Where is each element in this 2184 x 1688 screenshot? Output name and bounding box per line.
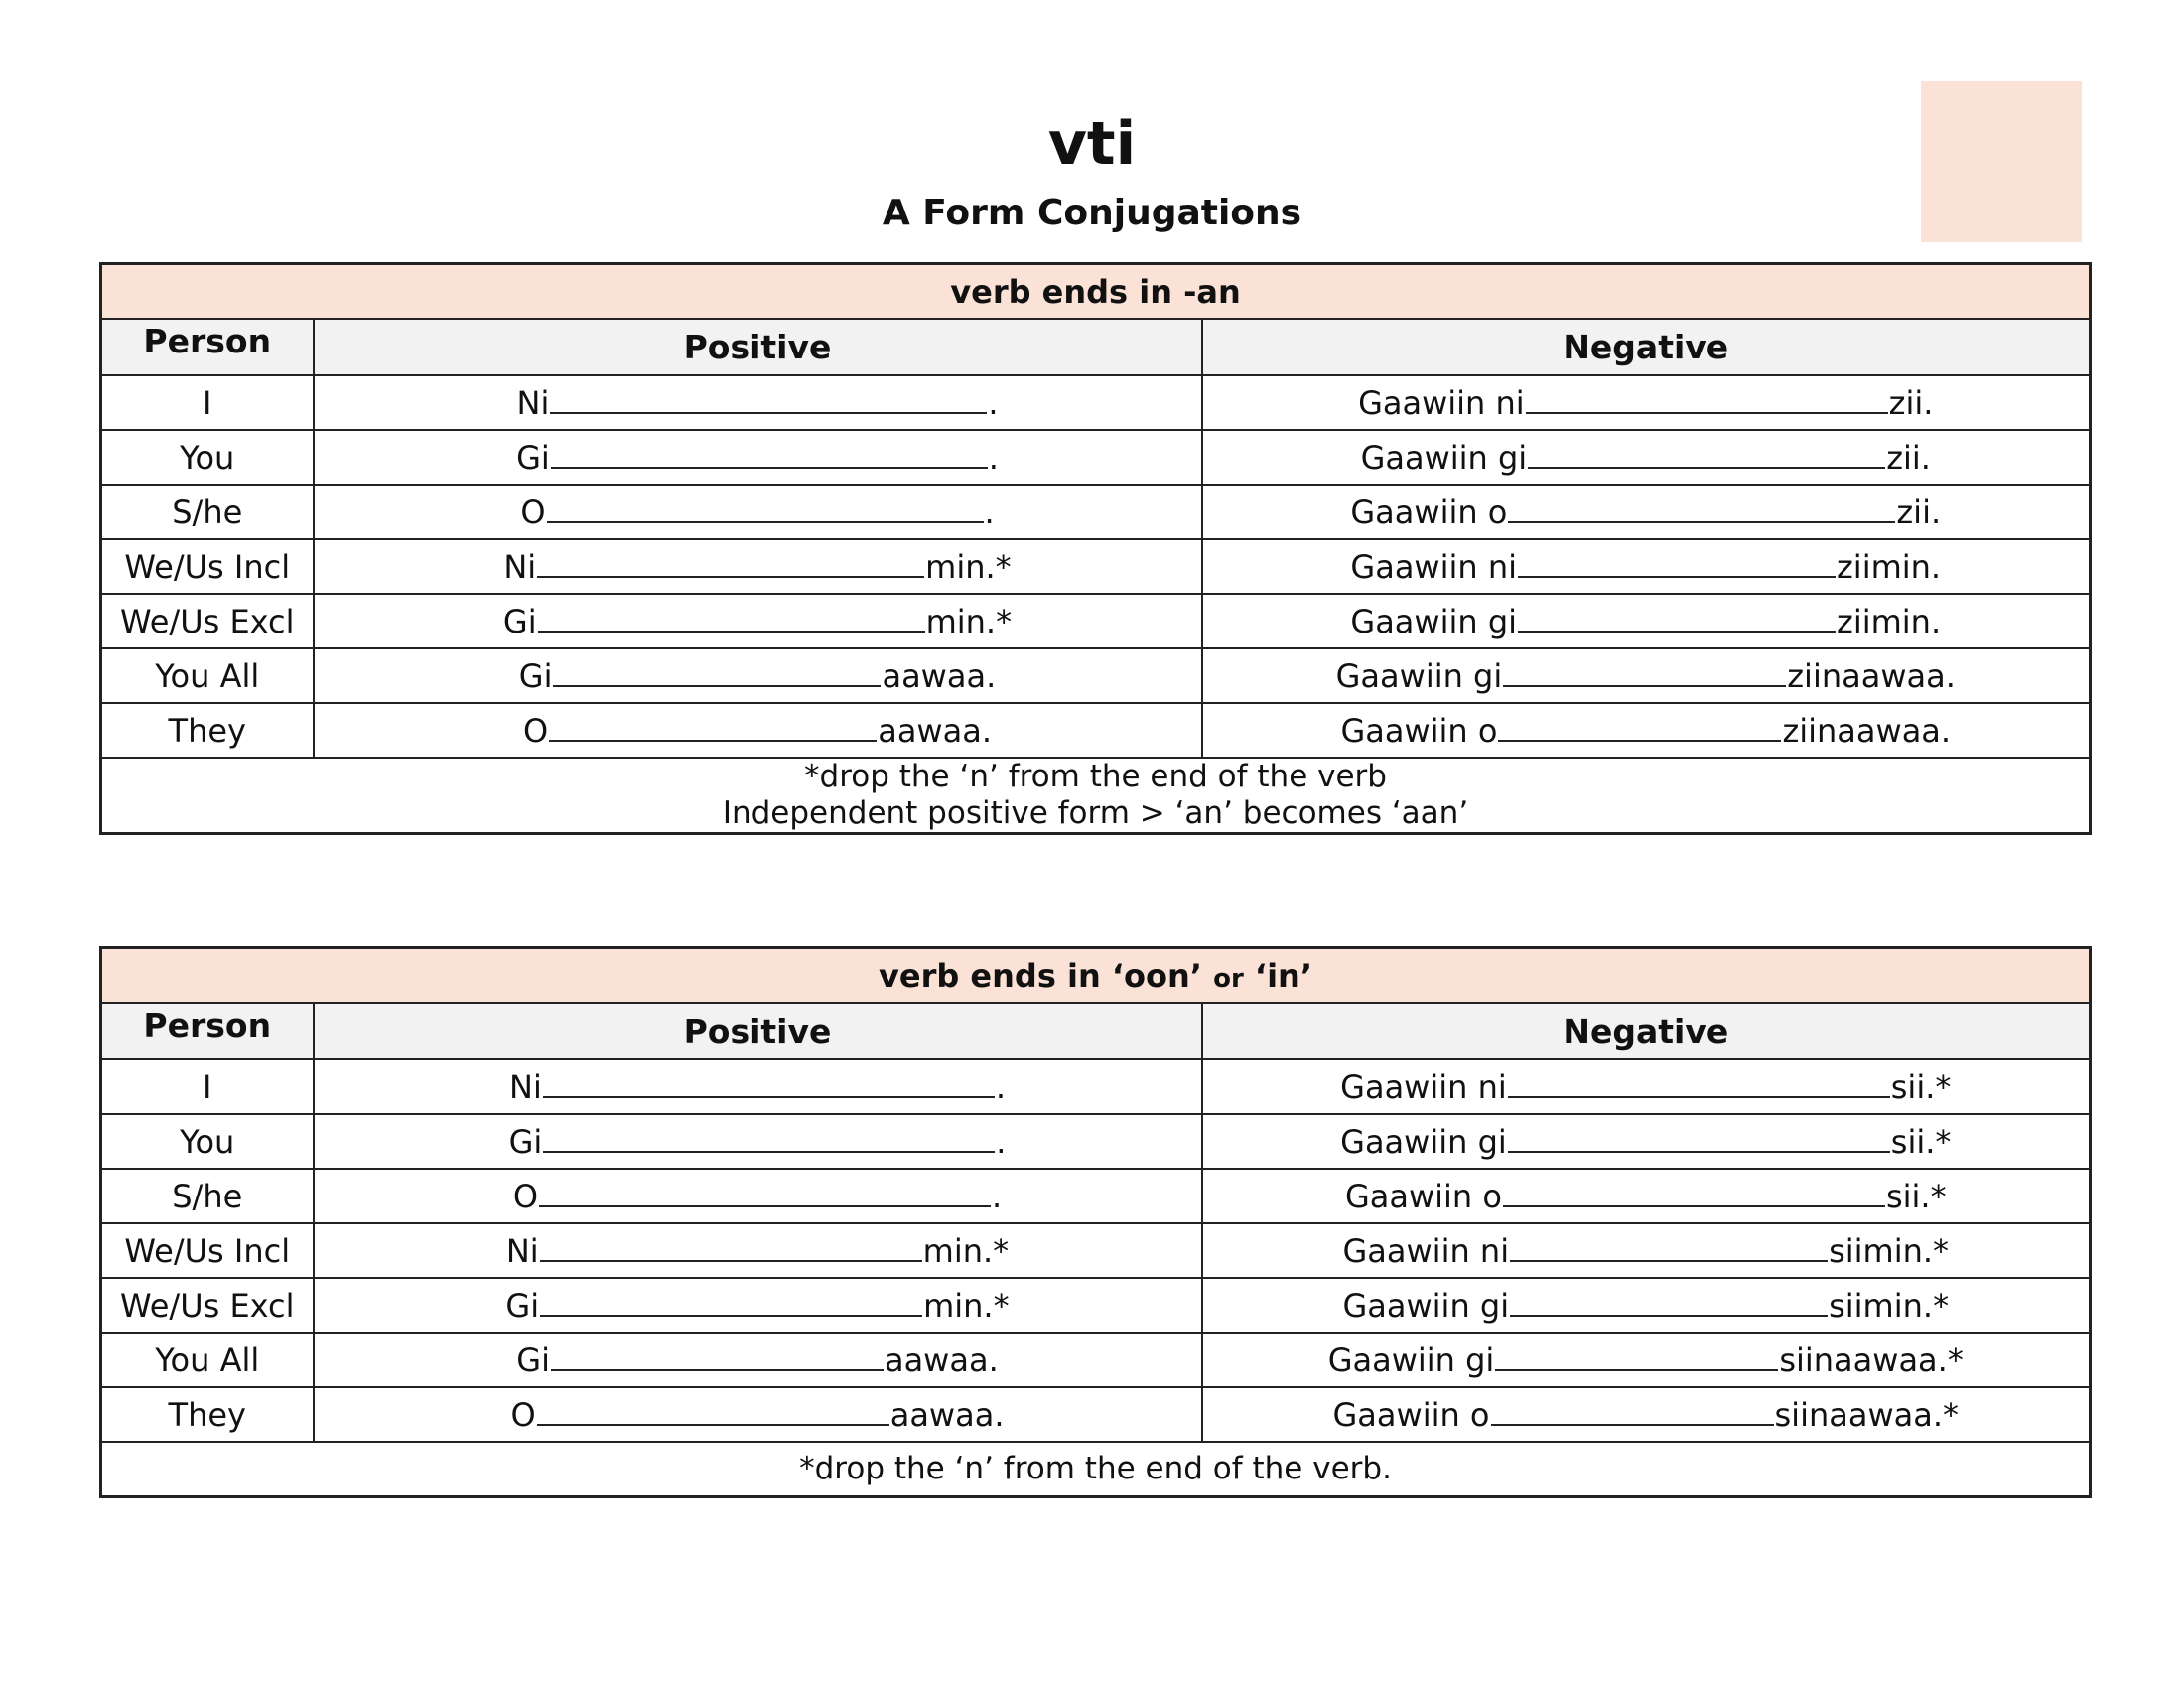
positive-prefix: Gi — [502, 602, 537, 640]
positive-suffix: aawaa. — [878, 711, 992, 750]
person-cell: We/Us Incl — [101, 539, 314, 594]
positive-suffix: . — [988, 383, 999, 422]
fill-in-blank — [537, 1396, 889, 1426]
negative-prefix: Gaawiin ni — [1342, 1231, 1510, 1270]
positive-suffix: aawaa. — [884, 1340, 999, 1379]
positive-prefix: Ni — [503, 547, 537, 586]
person-header: Person — [101, 319, 314, 375]
caption-part: ‘in’ — [1254, 956, 1312, 995]
negative-cell — [1202, 1387, 2091, 1442]
negative-cell — [1202, 594, 2091, 648]
negative-prefix: Gaawiin o — [1332, 1395, 1490, 1434]
negative-prefix: Gaawiin gi — [1335, 656, 1503, 695]
negative-prefix: Gaawiin ni — [1340, 1067, 1507, 1106]
negative-prefix: Gaawiin gi — [1360, 438, 1528, 477]
negative-suffix: ziimin. — [1837, 547, 1942, 586]
negative-cell — [1202, 1169, 2091, 1223]
positive-prefix: Gi — [505, 1286, 540, 1325]
table-row — [101, 1114, 2091, 1169]
fill-in-blank — [539, 1178, 991, 1207]
positive-cell — [314, 1114, 1202, 1169]
note-line: Independent positive form > ‘an’ becomes ‘aan’ — [722, 795, 1469, 831]
fill-in-blank — [537, 548, 924, 578]
negative-cell — [1202, 1223, 2091, 1278]
caption-part: verb ends in ‘oon’ — [879, 956, 1202, 995]
fill-in-blank — [538, 603, 925, 633]
person-cell: S/he — [101, 1169, 314, 1223]
table-row — [101, 1333, 2091, 1387]
person-cell: We/Us Excl — [101, 594, 314, 648]
table-caption — [101, 948, 2091, 1004]
note-line: *drop the ‘n’ from the end of the verb — [804, 759, 1387, 794]
person-cell: You — [101, 430, 314, 485]
fill-in-blank — [551, 439, 988, 469]
negative-header: Negative — [1202, 319, 2091, 375]
positive-suffix: aawaa. — [882, 656, 997, 695]
positive-prefix: O — [510, 1395, 536, 1434]
positive-header: Positive — [314, 1003, 1202, 1059]
positive-prefix: Ni — [516, 383, 550, 422]
negative-cell — [1202, 1333, 2091, 1387]
conjugation-table-an — [99, 262, 2092, 835]
negative-cell — [1202, 1114, 2091, 1169]
person-cell: They — [101, 1387, 314, 1442]
fill-in-blank — [551, 1341, 884, 1371]
fill-in-blank — [549, 712, 877, 742]
negative-suffix: sii.* — [1890, 1122, 1952, 1161]
negative-suffix: zii. — [1896, 492, 1942, 531]
positive-cell — [314, 1333, 1202, 1387]
positive-cell — [314, 539, 1202, 594]
fill-in-blank — [1526, 384, 1888, 414]
caption-or: or — [1213, 963, 1244, 994]
negative-cell — [1202, 539, 2091, 594]
fill-in-blank — [1503, 1178, 1885, 1207]
negative-prefix: Gaawiin gi — [1327, 1340, 1495, 1379]
positive-prefix: Gi — [516, 1340, 550, 1379]
table-note: *drop the ‘n’ from the end of the verb. — [101, 1442, 2091, 1497]
person-cell: S/he — [101, 485, 314, 539]
fill-in-blank — [540, 1232, 922, 1262]
table-row — [101, 594, 2091, 648]
positive-suffix: . — [992, 1177, 1003, 1215]
fill-in-blank — [1508, 1123, 1890, 1153]
negative-cell — [1202, 648, 2091, 703]
fill-in-blank — [1518, 603, 1836, 633]
positive-cell — [314, 485, 1202, 539]
page-title: vti — [1047, 109, 1137, 179]
table-row — [101, 1169, 2091, 1223]
negative-prefix: Gaawiin gi — [1340, 1122, 1507, 1161]
fill-in-blank — [1495, 1341, 1778, 1371]
table-row — [101, 1059, 2091, 1114]
negative-cell — [1202, 1278, 2091, 1333]
fill-in-blank — [1510, 1287, 1828, 1317]
table-note — [101, 758, 2091, 834]
positive-suffix: aawaa. — [889, 1395, 1005, 1434]
fill-in-blank — [540, 1287, 922, 1317]
positive-prefix: Ni — [509, 1067, 542, 1106]
negative-suffix: ziimin. — [1837, 602, 1942, 640]
negative-suffix: siimin.* — [1829, 1286, 1950, 1325]
positive-prefix: Gi — [516, 438, 550, 477]
person-cell: I — [101, 375, 314, 430]
fill-in-blank — [1518, 548, 1836, 578]
person-cell: You All — [101, 1333, 314, 1387]
page-subtitle: A Form Conjugations — [882, 193, 1302, 233]
positive-suffix: min.* — [925, 602, 1013, 640]
positive-suffix: min.* — [923, 1286, 1010, 1325]
negative-suffix: zii. — [1886, 438, 1931, 477]
negative-prefix: Gaawiin gi — [1342, 1286, 1510, 1325]
table-caption: verb ends in -an — [101, 264, 2091, 320]
positive-prefix: O — [523, 711, 549, 750]
negative-suffix: sii.* — [1885, 1177, 1947, 1215]
negative-cell — [1202, 430, 2091, 485]
conjugation-table-oon-in — [99, 946, 2092, 1498]
positive-cell — [314, 594, 1202, 648]
table-row — [101, 430, 2091, 485]
fill-in-blank — [1510, 1232, 1828, 1262]
positive-suffix: min.* — [922, 1231, 1010, 1270]
fill-in-blank — [543, 1068, 995, 1098]
negative-prefix: Gaawiin o — [1344, 1177, 1502, 1215]
negative-cell — [1202, 375, 2091, 430]
fill-in-blank — [1508, 1068, 1890, 1098]
fill-in-blank — [1503, 657, 1786, 687]
negative-cell — [1202, 703, 2091, 758]
table-row — [101, 1223, 2091, 1278]
fill-in-blank — [1528, 439, 1885, 469]
person-cell: I — [101, 1059, 314, 1114]
positive-cell — [314, 1223, 1202, 1278]
negative-suffix: ziinaawaa. — [1787, 656, 1956, 695]
negative-suffix: ziinaawaa. — [1782, 711, 1952, 750]
positive-prefix: Gi — [508, 1122, 543, 1161]
person-cell: You All — [101, 648, 314, 703]
table-row — [101, 703, 2091, 758]
positive-cell — [314, 1387, 1202, 1442]
positive-cell — [314, 703, 1202, 758]
person-cell: You — [101, 1114, 314, 1169]
fill-in-blank — [1491, 1396, 1774, 1426]
negative-prefix: Gaawiin ni — [1350, 547, 1517, 586]
positive-header: Positive — [314, 319, 1202, 375]
fill-in-blank — [543, 1123, 995, 1153]
positive-suffix: min.* — [925, 547, 1012, 586]
negative-cell — [1202, 485, 2091, 539]
fill-in-blank — [547, 493, 984, 523]
fill-in-blank — [553, 657, 881, 687]
negative-prefix: Gaawiin gi — [1350, 602, 1518, 640]
negative-suffix: siimin.* — [1829, 1231, 1950, 1270]
positive-cell — [314, 430, 1202, 485]
table-row — [101, 539, 2091, 594]
negative-prefix: Gaawiin o — [1350, 492, 1508, 531]
negative-suffix: siinaawaa.* — [1774, 1395, 1960, 1434]
negative-suffix: zii. — [1888, 383, 1934, 422]
positive-suffix: . — [996, 1122, 1007, 1161]
negative-suffix: siinaawaa.* — [1779, 1340, 1964, 1379]
table-row — [101, 1387, 2091, 1442]
person-header: Person — [101, 1003, 314, 1059]
person-cell: We/Us Incl — [101, 1223, 314, 1278]
person-cell: We/Us Excl — [101, 1278, 314, 1333]
table-row — [101, 1278, 2091, 1333]
positive-suffix: . — [995, 1067, 1006, 1106]
fill-in-blank — [1508, 493, 1895, 523]
fill-in-blank — [550, 384, 987, 414]
negative-prefix: Gaawiin o — [1340, 711, 1498, 750]
negative-suffix: sii.* — [1890, 1067, 1952, 1106]
positive-suffix: . — [988, 438, 999, 477]
positive-cell — [314, 1169, 1202, 1223]
positive-cell — [314, 1059, 1202, 1114]
negative-cell — [1202, 1059, 2091, 1114]
fill-in-blank — [1498, 712, 1781, 742]
table-row — [101, 648, 2091, 703]
person-cell: They — [101, 703, 314, 758]
positive-prefix: O — [520, 492, 546, 531]
positive-suffix: . — [984, 492, 995, 531]
positive-prefix: Gi — [518, 656, 553, 695]
negative-prefix: Gaawiin ni — [1358, 383, 1525, 422]
negative-header: Negative — [1202, 1003, 2091, 1059]
table-row — [101, 485, 2091, 539]
table-row — [101, 375, 2091, 430]
positive-cell — [314, 1278, 1202, 1333]
positive-cell — [314, 375, 1202, 430]
positive-cell — [314, 648, 1202, 703]
positive-prefix: Ni — [505, 1231, 539, 1270]
positive-prefix: O — [512, 1177, 538, 1215]
